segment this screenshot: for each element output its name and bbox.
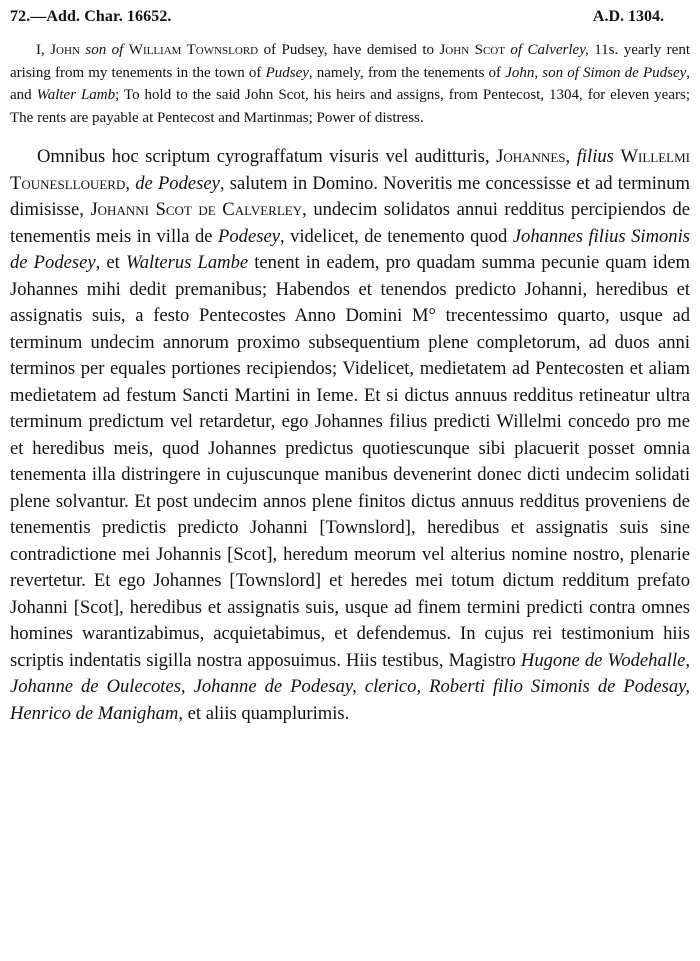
- charter-date: A.D. 1304.: [592, 8, 664, 25]
- latin-segment: Johannes: [496, 146, 566, 167]
- summary-segment: son of: [79, 42, 129, 58]
- latin-charter-text: [10, 144, 690, 727]
- summary-segment: 11s. yearly rent arising from my tenements in the town of: [10, 42, 690, 81]
- latin-segment: Podesey: [218, 225, 280, 247]
- summary-segment: William Townslord: [128, 42, 259, 58]
- summary-segment: John, son of Simon de Pudsey: [505, 64, 687, 81]
- latin-segment: Johanni Scot de Calverley: [90, 199, 303, 220]
- latin-segment: Omnibus hoc scriptum cyrograffatum visuris vel auditturis,: [37, 146, 497, 167]
- summary-segment: John Scot: [439, 42, 505, 58]
- latin-segment: ,: [125, 172, 136, 194]
- summary-segment: Pudsey: [265, 64, 309, 81]
- summary-segment: John: [50, 42, 80, 58]
- latin-segment: , undecim solidatos annui redditus percipiendos de tenementis meis in villa de: [10, 199, 691, 247]
- latin-segment: , salutem in Domino. Noveritis me concessisse et ad terminum dimisisse,: [10, 172, 690, 220]
- latin-segment: Johannes filius Simonis de Podesey: [10, 225, 691, 273]
- latin-segment: Hugone de Wodehalle, Johanne de Oulecotes, Johanne de Podesay, clerico, Roberti filio Simonis de Podesay, Henrico de Manigham: [10, 649, 691, 724]
- latin-segment: tenent in eadem, pro quadam summa pecunie quam idem Johannes mihi dedit premanibus; Habendos et tenendos predicto Johanni, heredibus et assignatis suis, a festo Pentecostes Anno Domini M° trecentessimo quarto, usque ad terminum undecim annorum proximo subsequentium plene completorum, ad duos anni terminos per equales portiones recipiendos; Videlicet, medietatem ad Pentecosten et aliam medietatem ad festum Sancti Martini in Ieme. Et si dictus annuus redditus retineatur ultra terminum predictum vel retardetur, ego Johannes filius predicti Willelmi concedo pro me et heredibus meis, quod Johannes predictus quotiescunque sibi placuerit posset omnia tenementa illa distringere in cujuscunque manibus devenerint donec dicti undecim solidati plene solvantur. Et post undecim annos plene finitos dictus annuus redditus proveniens de tenementis predictis predicto Johanni [Townslord], heredibus et assignatis suis sine contradictione mei Johannis [Scot], heredum meorum vel alterius nomine nostro, plenarie revertetur. Et ego Johannes [Townslord] et heredes mei totum dictum redditum prefato Johanni [Scot], heredibus et assignatis suis, usque ad finem termini predicti contra omnes homines warantizabimus, acquietabimus, et defendemus. In cujus rei testimonium hiis scriptis indentatis sigilla nostra apposuimus. Hiis testibus, Magistro: [10, 252, 690, 671]
- latin-segment: Willelmi Tounesllouerd: [10, 146, 690, 194]
- latin-segment: de Podesey: [135, 172, 220, 194]
- latin-segment: filius: [576, 146, 614, 167]
- summary-segment: of Pudsey, have demised to: [258, 42, 440, 58]
- summary-segment: I,: [36, 42, 51, 58]
- summary-segment: ; To hold to the said John Scot, his heirs and assigns, from Pentecost, 1304, for eleven years; The rents are payable at Pentecost and Martinmas; Power of distress.: [10, 87, 691, 126]
- latin-segment: , et: [95, 252, 126, 273]
- english-summary: [10, 39, 690, 129]
- charter-number: 72.—Add. Char. 16652.: [10, 8, 172, 25]
- page-header: [10, 8, 690, 26]
- summary-segment: Walter Lamb: [36, 87, 116, 103]
- latin-segment: ,: [565, 146, 577, 167]
- latin-segment: Walterus Lambe: [125, 252, 249, 273]
- latin-segment: , videlicet, de tenemento quod: [279, 225, 513, 247]
- latin-segment: , et aliis quamplurimis.: [178, 702, 350, 724]
- summary-segment: of Calverley,: [510, 42, 589, 58]
- summary-segment: , namely, from the tenements of: [308, 64, 506, 81]
- summary-segment: , and: [10, 64, 691, 103]
